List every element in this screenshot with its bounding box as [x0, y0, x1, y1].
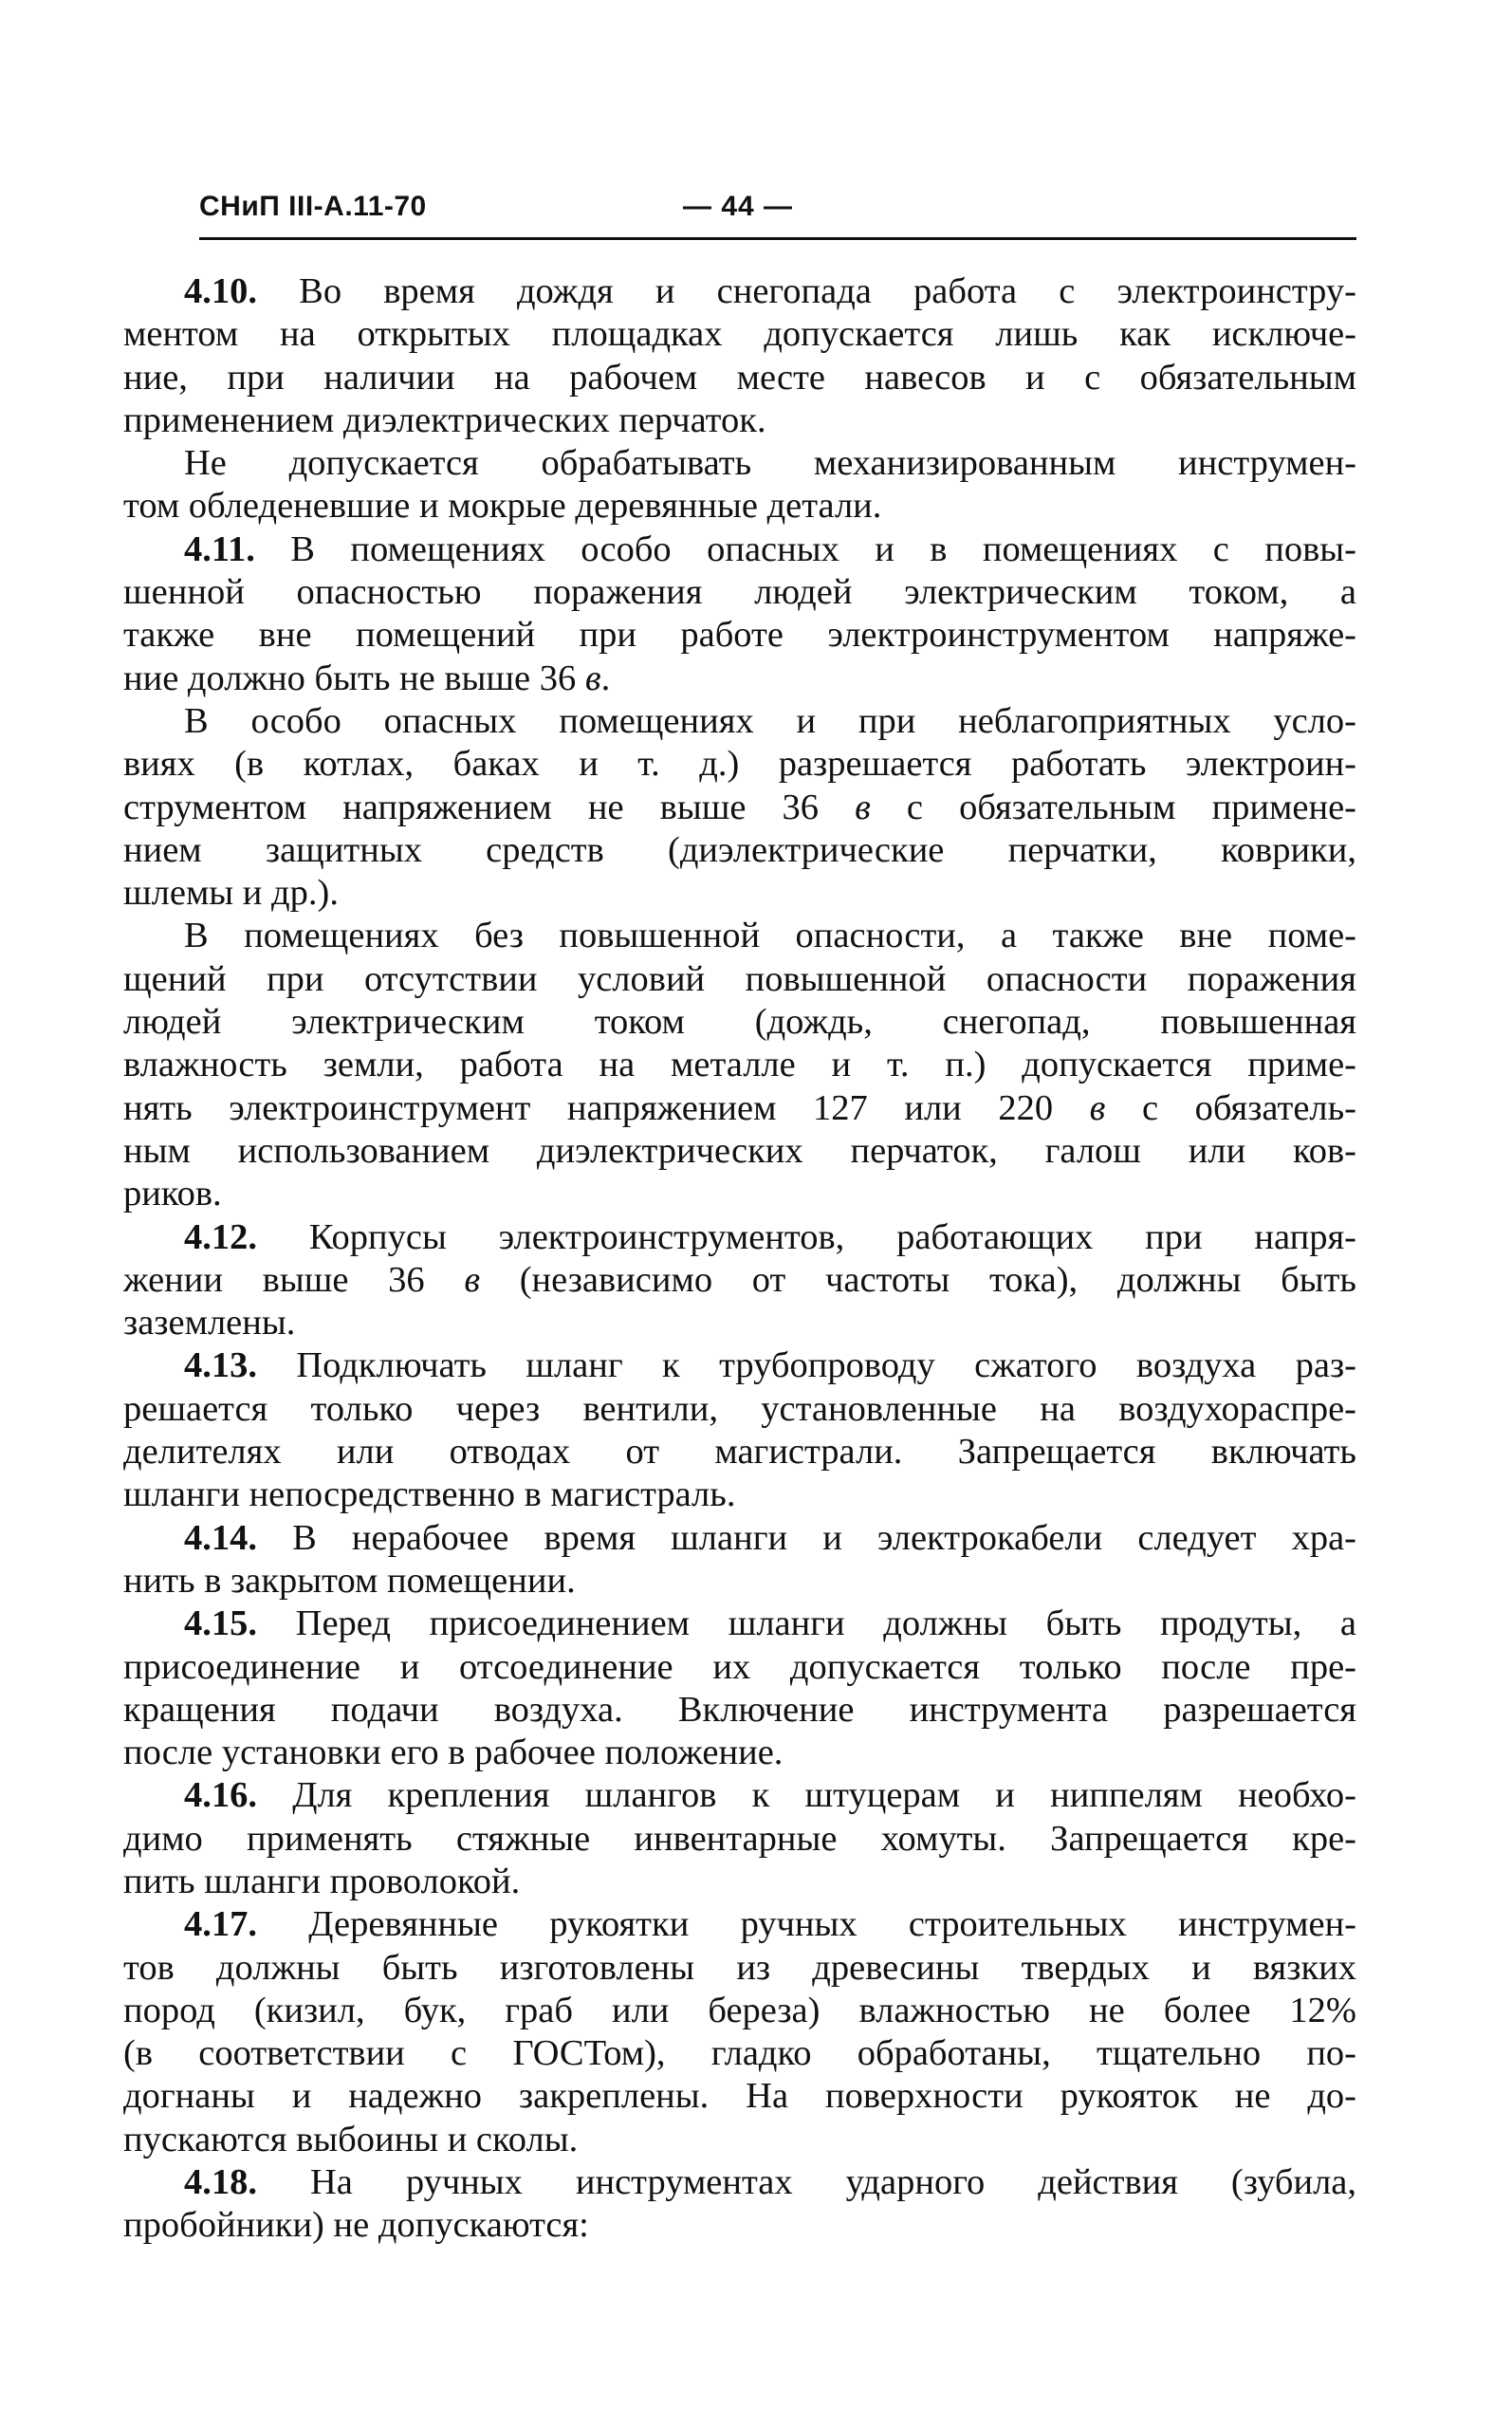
text-segment: после установки его в рабочее положение. — [123, 1733, 784, 1773]
text-segment: На ручных инструментах ударного действия (зубила, — [257, 2162, 1356, 2203]
unit-symbol: в — [584, 658, 601, 698]
text-segment: . — [600, 658, 611, 698]
text-line — [123, 485, 1356, 528]
text-line — [123, 571, 1356, 614]
text-line — [123, 399, 1356, 442]
text-segment: шенной опасностью поражения людей электрическим током, а — [123, 572, 1356, 613]
text-segment: влажность земли, работа на металле и т. п.) допускается приме- — [123, 1045, 1356, 1085]
text-line — [123, 1732, 1356, 1774]
text-segment: В помещениях без повышенной опасности, а также вне поме- — [184, 916, 1356, 956]
text-segment: виях (в котлах, баках и т. д.) разрешается работать электроин- — [123, 744, 1356, 785]
text-segment: пробойники) не допускаются: — [123, 2205, 589, 2246]
text-line — [123, 2119, 1356, 2161]
text-line — [123, 1130, 1356, 1173]
text-segment: пускаются выбоины и сколы. — [123, 2119, 579, 2159]
text-line — [123, 1861, 1356, 1903]
text-segment: димо применять стяжные инвентарные хомуты. Запрещается кре- — [123, 1818, 1356, 1859]
text-segment: людей электрическим током (дождь, снегопад, повышенная — [123, 1002, 1356, 1043]
text-segment: нять электроинструмент напряжением 127 или 220 — [123, 1087, 1090, 1128]
text-line — [123, 1818, 1356, 1861]
text-segment: с обязательным примене- — [870, 787, 1356, 827]
text-line — [123, 1001, 1356, 1044]
text-line — [123, 2161, 1356, 2204]
clause-number: 4.18. — [184, 2162, 257, 2203]
text-line — [123, 1087, 1356, 1130]
text-line — [123, 829, 1356, 872]
text-line — [123, 958, 1356, 1001]
text-line — [123, 1774, 1356, 1817]
text-segment: том обледеневшие и мокрые деревянные детали. — [123, 486, 882, 527]
text-segment: Во время дождя и снегопада работа с электроинстру- — [257, 271, 1356, 311]
text-line — [123, 1990, 1356, 2032]
text-line — [123, 700, 1356, 743]
text-segment: пить шланги проволокой. — [123, 1861, 521, 1901]
text-line — [123, 787, 1356, 829]
text-segment: ние должно быть не выше 36 — [123, 658, 585, 698]
document-code: СНиП III-А.11-70 — [199, 191, 427, 222]
text-segment: жении выше 36 — [123, 1259, 465, 1300]
text-line — [123, 1689, 1356, 1732]
text-line — [123, 1646, 1356, 1689]
text-segment: ным использованием диэлектрических перчаток, галош или ков- — [123, 1130, 1356, 1171]
text-line — [123, 1603, 1356, 1645]
clause-number: 4.10. — [184, 271, 257, 311]
text-segment: нить в закрытом помещении. — [123, 1560, 576, 1601]
clause-number: 4.15. — [184, 1603, 257, 1644]
clause-number: 4.17. — [184, 1904, 257, 1945]
page-number: — 44 — — [683, 191, 794, 222]
text-segment: присоединение и отсоединение их допускается только после пре- — [123, 1646, 1356, 1687]
text-line — [123, 743, 1356, 786]
text-line — [123, 915, 1356, 957]
clause-number: 4.16. — [184, 1775, 257, 1816]
text-segment: струментом напряжением не выше 36 — [123, 787, 856, 827]
text-line — [123, 1259, 1356, 1302]
text-line — [123, 357, 1356, 399]
clause-number: 4.13. — [184, 1345, 257, 1386]
text-segment: шланги непосредственно в магистраль. — [123, 1474, 736, 1515]
text-line — [123, 1431, 1356, 1473]
text-segment: Не допускается обрабатывать механизированным инструмен- — [184, 443, 1356, 484]
text-line — [123, 2204, 1356, 2247]
text-segment: также вне помещений при работе электроинструментом напряже- — [123, 615, 1356, 656]
text-segment: В нерабочее время шланги и электрокабели следует хра- — [257, 1517, 1356, 1558]
text-line — [123, 313, 1356, 356]
text-segment: риков. — [123, 1174, 222, 1214]
text-segment: щений при отсутствии условий повышенной опасности поражения — [123, 958, 1356, 999]
text-segment: заземлены. — [123, 1303, 296, 1343]
text-segment: Деревянные рукоятки ручных строительных инструмен- — [257, 1904, 1356, 1945]
header-rule — [199, 237, 1356, 240]
text-line — [123, 872, 1356, 915]
clause-number: 4.11. — [184, 528, 255, 569]
text-line — [123, 1173, 1356, 1215]
text-segment: кращения подачи воздуха. Включение инструмента разрешается — [123, 1689, 1356, 1730]
unit-symbol: в — [855, 787, 871, 827]
text-segment: тов должны быть изготовлены из древесины твердых и вязких — [123, 1947, 1356, 1988]
text-line — [123, 1344, 1356, 1387]
text-line — [123, 1216, 1356, 1259]
text-segment: Для крепления шлангов к штуцерам и ниппелям необхо- — [257, 1775, 1356, 1816]
running-header — [199, 186, 1356, 228]
text-line — [123, 2075, 1356, 2118]
text-segment: В помещениях особо опасных и в помещениях с повы- — [254, 528, 1356, 569]
text-segment: нием защитных средств (диэлектрические перчатки, коврики, — [123, 829, 1356, 870]
text-segment: ментом на открытых площадках допускается лишь как исключе- — [123, 314, 1356, 355]
text-line — [123, 1560, 1356, 1603]
text-segment: (в соответствии с ГОСТом), гладко обработаны, тщательно по- — [123, 2033, 1356, 2074]
text-line — [123, 1473, 1356, 1516]
text-line — [123, 1302, 1356, 1344]
text-segment: шлемы и др.). — [123, 873, 339, 914]
text-segment: догнаны и надежно закреплены. На поверхности рукояток не до- — [123, 2076, 1356, 2117]
body-text — [123, 270, 1356, 2248]
text-line — [123, 1903, 1356, 1946]
text-line — [123, 442, 1356, 485]
text-segment: Подключать шланг к трубопроводу сжатого воздуха раз- — [257, 1345, 1356, 1386]
text-line — [123, 1947, 1356, 1990]
text-line — [123, 1517, 1356, 1560]
text-segment: Перед присоединением шланги должны быть продуты, а — [257, 1603, 1356, 1644]
text-segment: В особо опасных помещениях и при неблагоприятных усло- — [184, 700, 1356, 741]
text-segment: пород (кизил, бук, граб или береза) влажностью не более 12% — [123, 1990, 1356, 2030]
text-segment: с обязатель- — [1105, 1087, 1357, 1128]
unit-symbol: в — [1089, 1087, 1106, 1128]
unit-symbol: в — [464, 1259, 481, 1300]
text-segment: (независимо от частоты тока), должны быть — [480, 1259, 1356, 1300]
text-segment: решается только через вентили, установленные на воздухораспре- — [123, 1388, 1356, 1429]
text-segment: Корпусы электроинструментов, работающих при напря- — [257, 1216, 1356, 1257]
text-line — [123, 1044, 1356, 1086]
text-segment: делителях или отводах от магистрали. Запрещается включать — [123, 1432, 1356, 1473]
text-line — [123, 658, 1356, 700]
text-line — [123, 2032, 1356, 2075]
text-line — [123, 528, 1356, 571]
text-segment: применением диэлектрических перчаток. — [123, 399, 766, 440]
clause-number: 4.12. — [184, 1216, 257, 1257]
text-line — [123, 614, 1356, 657]
text-line — [123, 270, 1356, 313]
clause-number: 4.14. — [184, 1517, 257, 1558]
text-line — [123, 1388, 1356, 1431]
text-segment: ние, при наличии на рабочем месте навесов и с обязательным — [123, 357, 1356, 398]
